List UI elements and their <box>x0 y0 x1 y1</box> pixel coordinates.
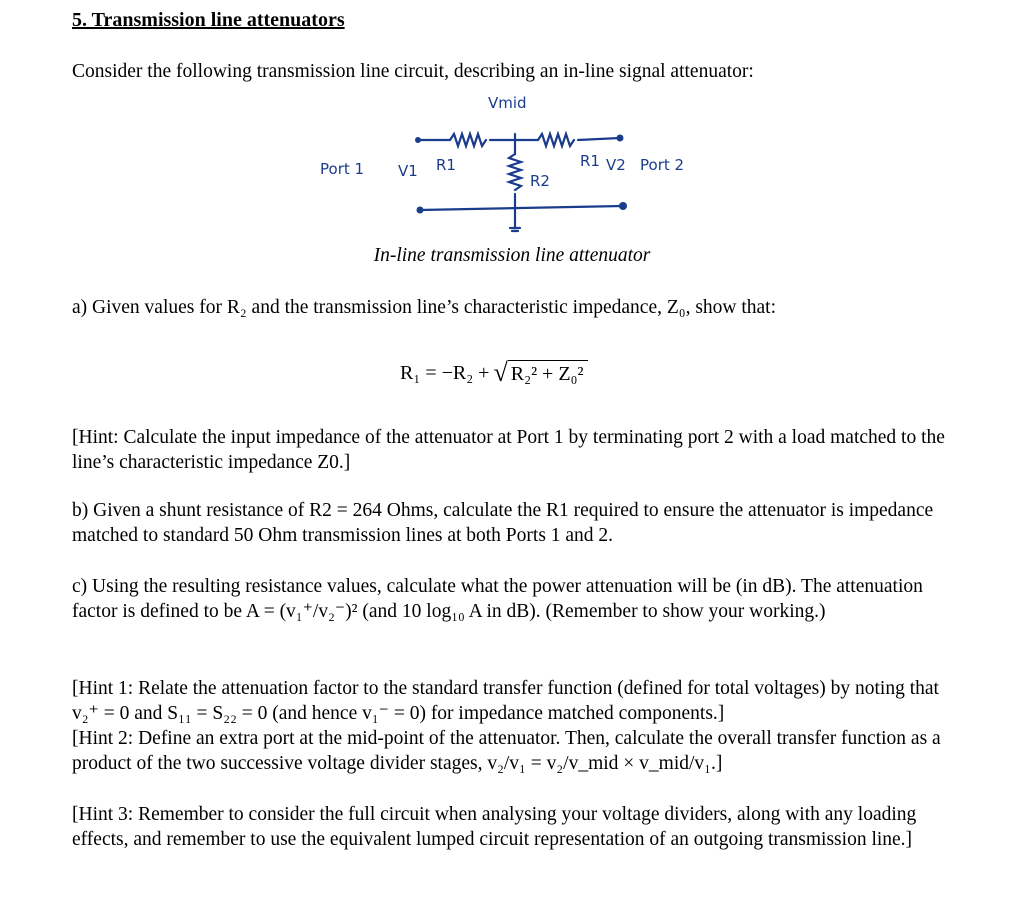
formula-r1 <box>400 360 588 386</box>
question-b: b) Given a shunt resistance of R2 = 264 Ohms, calculate the R1 required to ensure the attenuator is impedance matched to standard 50 Ohm transmission lines at both Ports 1 and 2. <box>72 500 934 546</box>
hint-2: [Hint 2: Define an extra port at the mid-point of the attenuator. Then, calculate the overall transfer function as a product of the two successive voltage divider stages, v₂/v₁ = v₂/v_mid × v_mid/v₁.] <box>72 728 941 774</box>
hints-1-2 <box>72 676 952 776</box>
figure-caption: In-line transmission line attenuator <box>373 245 651 266</box>
terminal-port1-bottom <box>417 207 424 214</box>
section-heading: 5. Transmission line attenuators <box>72 9 345 31</box>
label-vmid: Vmid <box>488 94 527 112</box>
terminal-port1-top <box>415 137 421 143</box>
hint-3: [Hint 3: Remember to consider the full circuit when analysing your voltage dividers, along with any loading effects, and remember to use the equivalent lumped circuit representation of an outgoing transmission line.] <box>72 804 917 850</box>
label-v1: V1 <box>398 162 418 180</box>
resistor-r1-right <box>538 134 574 146</box>
terminal-port2-top <box>617 135 624 142</box>
formula-sqrt: √ R₂² + Z₀² <box>493 360 587 386</box>
wire-top-right <box>578 138 620 140</box>
label-port1: Port 1 <box>320 160 365 178</box>
label-port2: Port 2 <box>640 156 685 174</box>
label-r2: R2 <box>530 172 550 190</box>
question-a: a) Given values for R₂ and the transmission line’s characteristic impedance, Z₀, show that: <box>72 297 777 318</box>
ground-symbol <box>510 228 520 231</box>
attenuator-circuit-diagram <box>300 90 720 240</box>
resistor-r2 <box>509 154 521 190</box>
label-r1-right: R1 <box>580 152 600 170</box>
resistor-r1-left <box>450 134 486 146</box>
formula-lhs: R₁ = −R₂ + <box>400 361 490 384</box>
question-c: c) Using the resulting resistance values, calculate what the power attenuation will be (in dB). The attenuation factor is defined to be A = (v₁⁺/v₂⁻)² (and 10 log₁₀ A in dB). (Remember to show your working.) <box>72 576 923 622</box>
terminal-port2-bottom <box>619 202 627 210</box>
hint-1: [Hint 1: Relate the attenuation factor to the standard transfer function (defined for total voltages) by noting that v₂⁺ = 0 and S₁₁ = S₂₂ = 0 (and hence v₁⁻ = 0) for impedance matched components.] <box>72 678 939 724</box>
wire-bottom <box>420 206 622 210</box>
intro-text: Consider the following transmission line circuit, describing an in-line signal attenuator: <box>72 61 754 82</box>
label-r1-left: R1 <box>436 156 456 174</box>
formula-radicand: R₂² + Z₀² <box>508 360 588 386</box>
label-v2: V2 <box>606 156 626 174</box>
hint-a: [Hint: Calculate the input impedance of the attenuator at Port 1 by terminating port 2 with a load matched to the line’s characteristic impedance Z0.] <box>72 427 945 473</box>
